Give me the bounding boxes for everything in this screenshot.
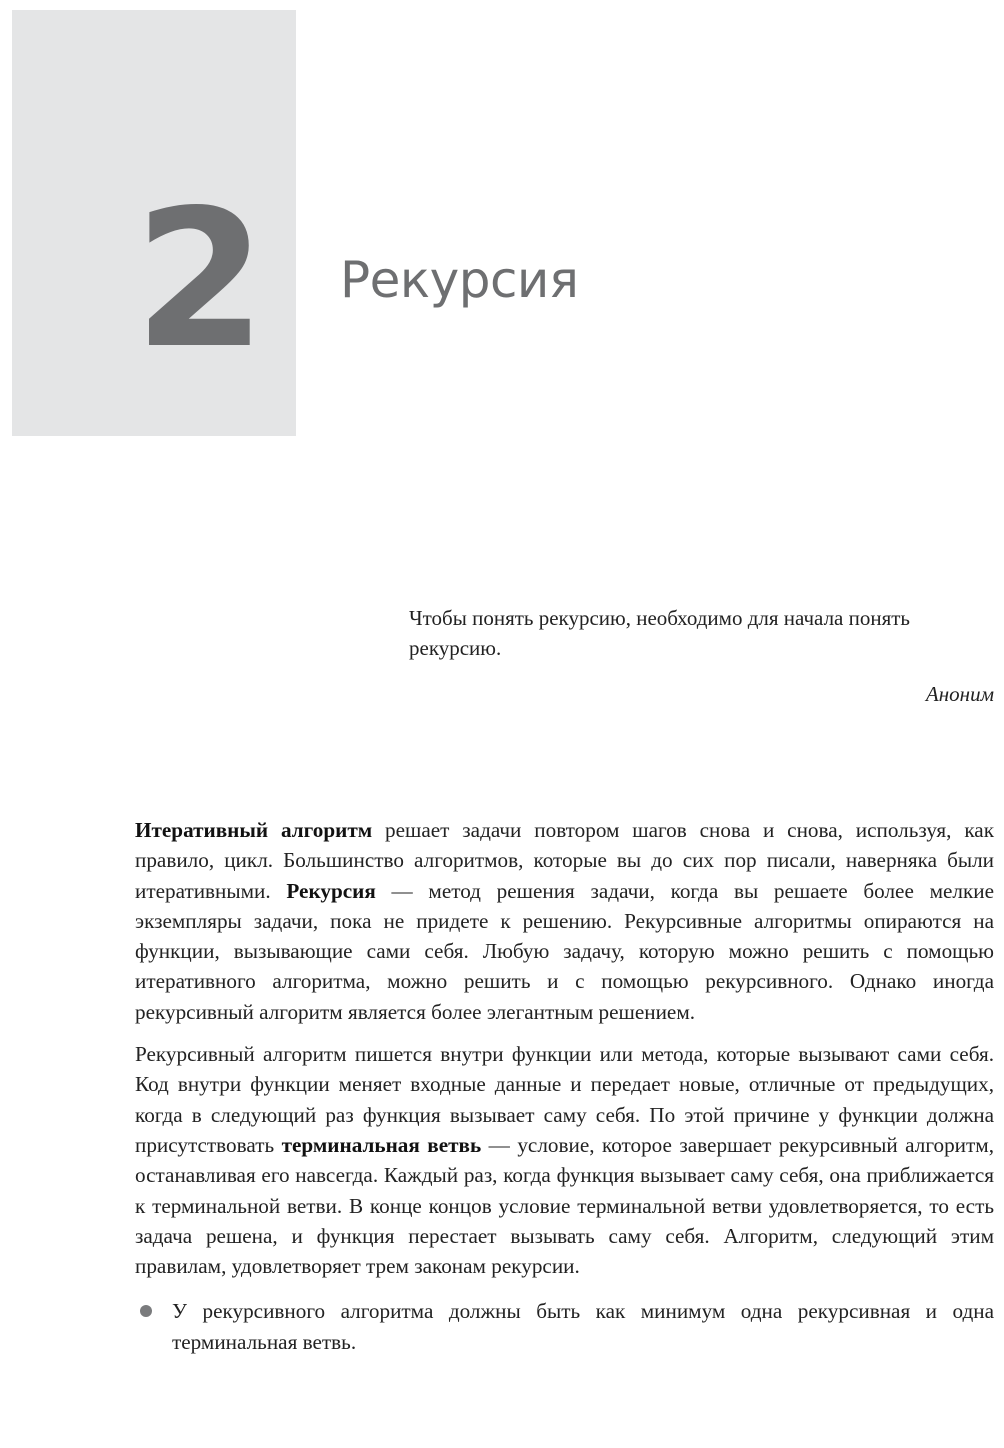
list-item-text: У рекурсивного алгоритма должны быть как минимум одна рекурсивная и одна терминальная ветвь. — [172, 1299, 994, 1354]
epigraph — [409, 603, 994, 709]
chapter-body — [135, 815, 994, 1357]
paragraph-1-text-b: — метод решения задачи, когда вы решаете более мелкие экземпляры задачи, пока не придете к решению. Рекурсивные алгоритмы опираются на функции, вызывающие сами себя. Любую задачу, которую можно решить с помощью итеративного алгоритма, можно решить и с помощью рекурсивного. Однако иногда рекурсивный алгоритм является более элегантным решением. — [135, 878, 994, 1024]
chapter-number: 2 — [134, 169, 261, 390]
term-iterative-algorithm: Итеративный алгоритм — [135, 818, 373, 842]
term-recursion: Рекурсия — [286, 878, 376, 903]
paragraph-1 — [135, 815, 994, 1027]
epigraph-text: Чтобы понять рекурсию, необходимо для начала понять рекурсию. — [409, 606, 911, 660]
epigraph-author: Аноним — [925, 682, 994, 706]
paragraph-1-text-a: решает задачи повтором шагов снова и снова, используя, как правило, цикл. Большинство алгоритмов, которые вы до сих пор писали, наверняка были итеративными. — [135, 818, 994, 903]
paragraph-2-text-b: — условие, которое завершает рекурсивный алгоритм, останавливая его навсегда. Каждый раз, когда функция вызывает саму себя, она приближается к терминальной ветви. В конце концов условие терминальной ветви удовлетворяется, то есть задача решена, и функция перестает вызывать саму себя. Алгоритм, следующий этим правилам, удовлетворяет трем законам рекурсии. — [135, 1132, 994, 1279]
term-base-case: терминальная ветвь — [281, 1132, 482, 1157]
bullet-icon — [140, 1305, 152, 1317]
list-item — [135, 1296, 994, 1357]
laws-list — [135, 1296, 994, 1357]
paragraph-2-text-a: Рекурсивный алгоритм пишется внутри функции или метода, которые вызывают сами себя. Код внутри функции меняет входные данные и передает новые, отличные от предыдущих, когда в следующий раз функция вызывает саму себя. По этой причине у функции должна присутствовать — [135, 1042, 994, 1157]
chapter-title: Рекурсия — [340, 251, 579, 309]
paragraph-2 — [135, 1039, 994, 1281]
